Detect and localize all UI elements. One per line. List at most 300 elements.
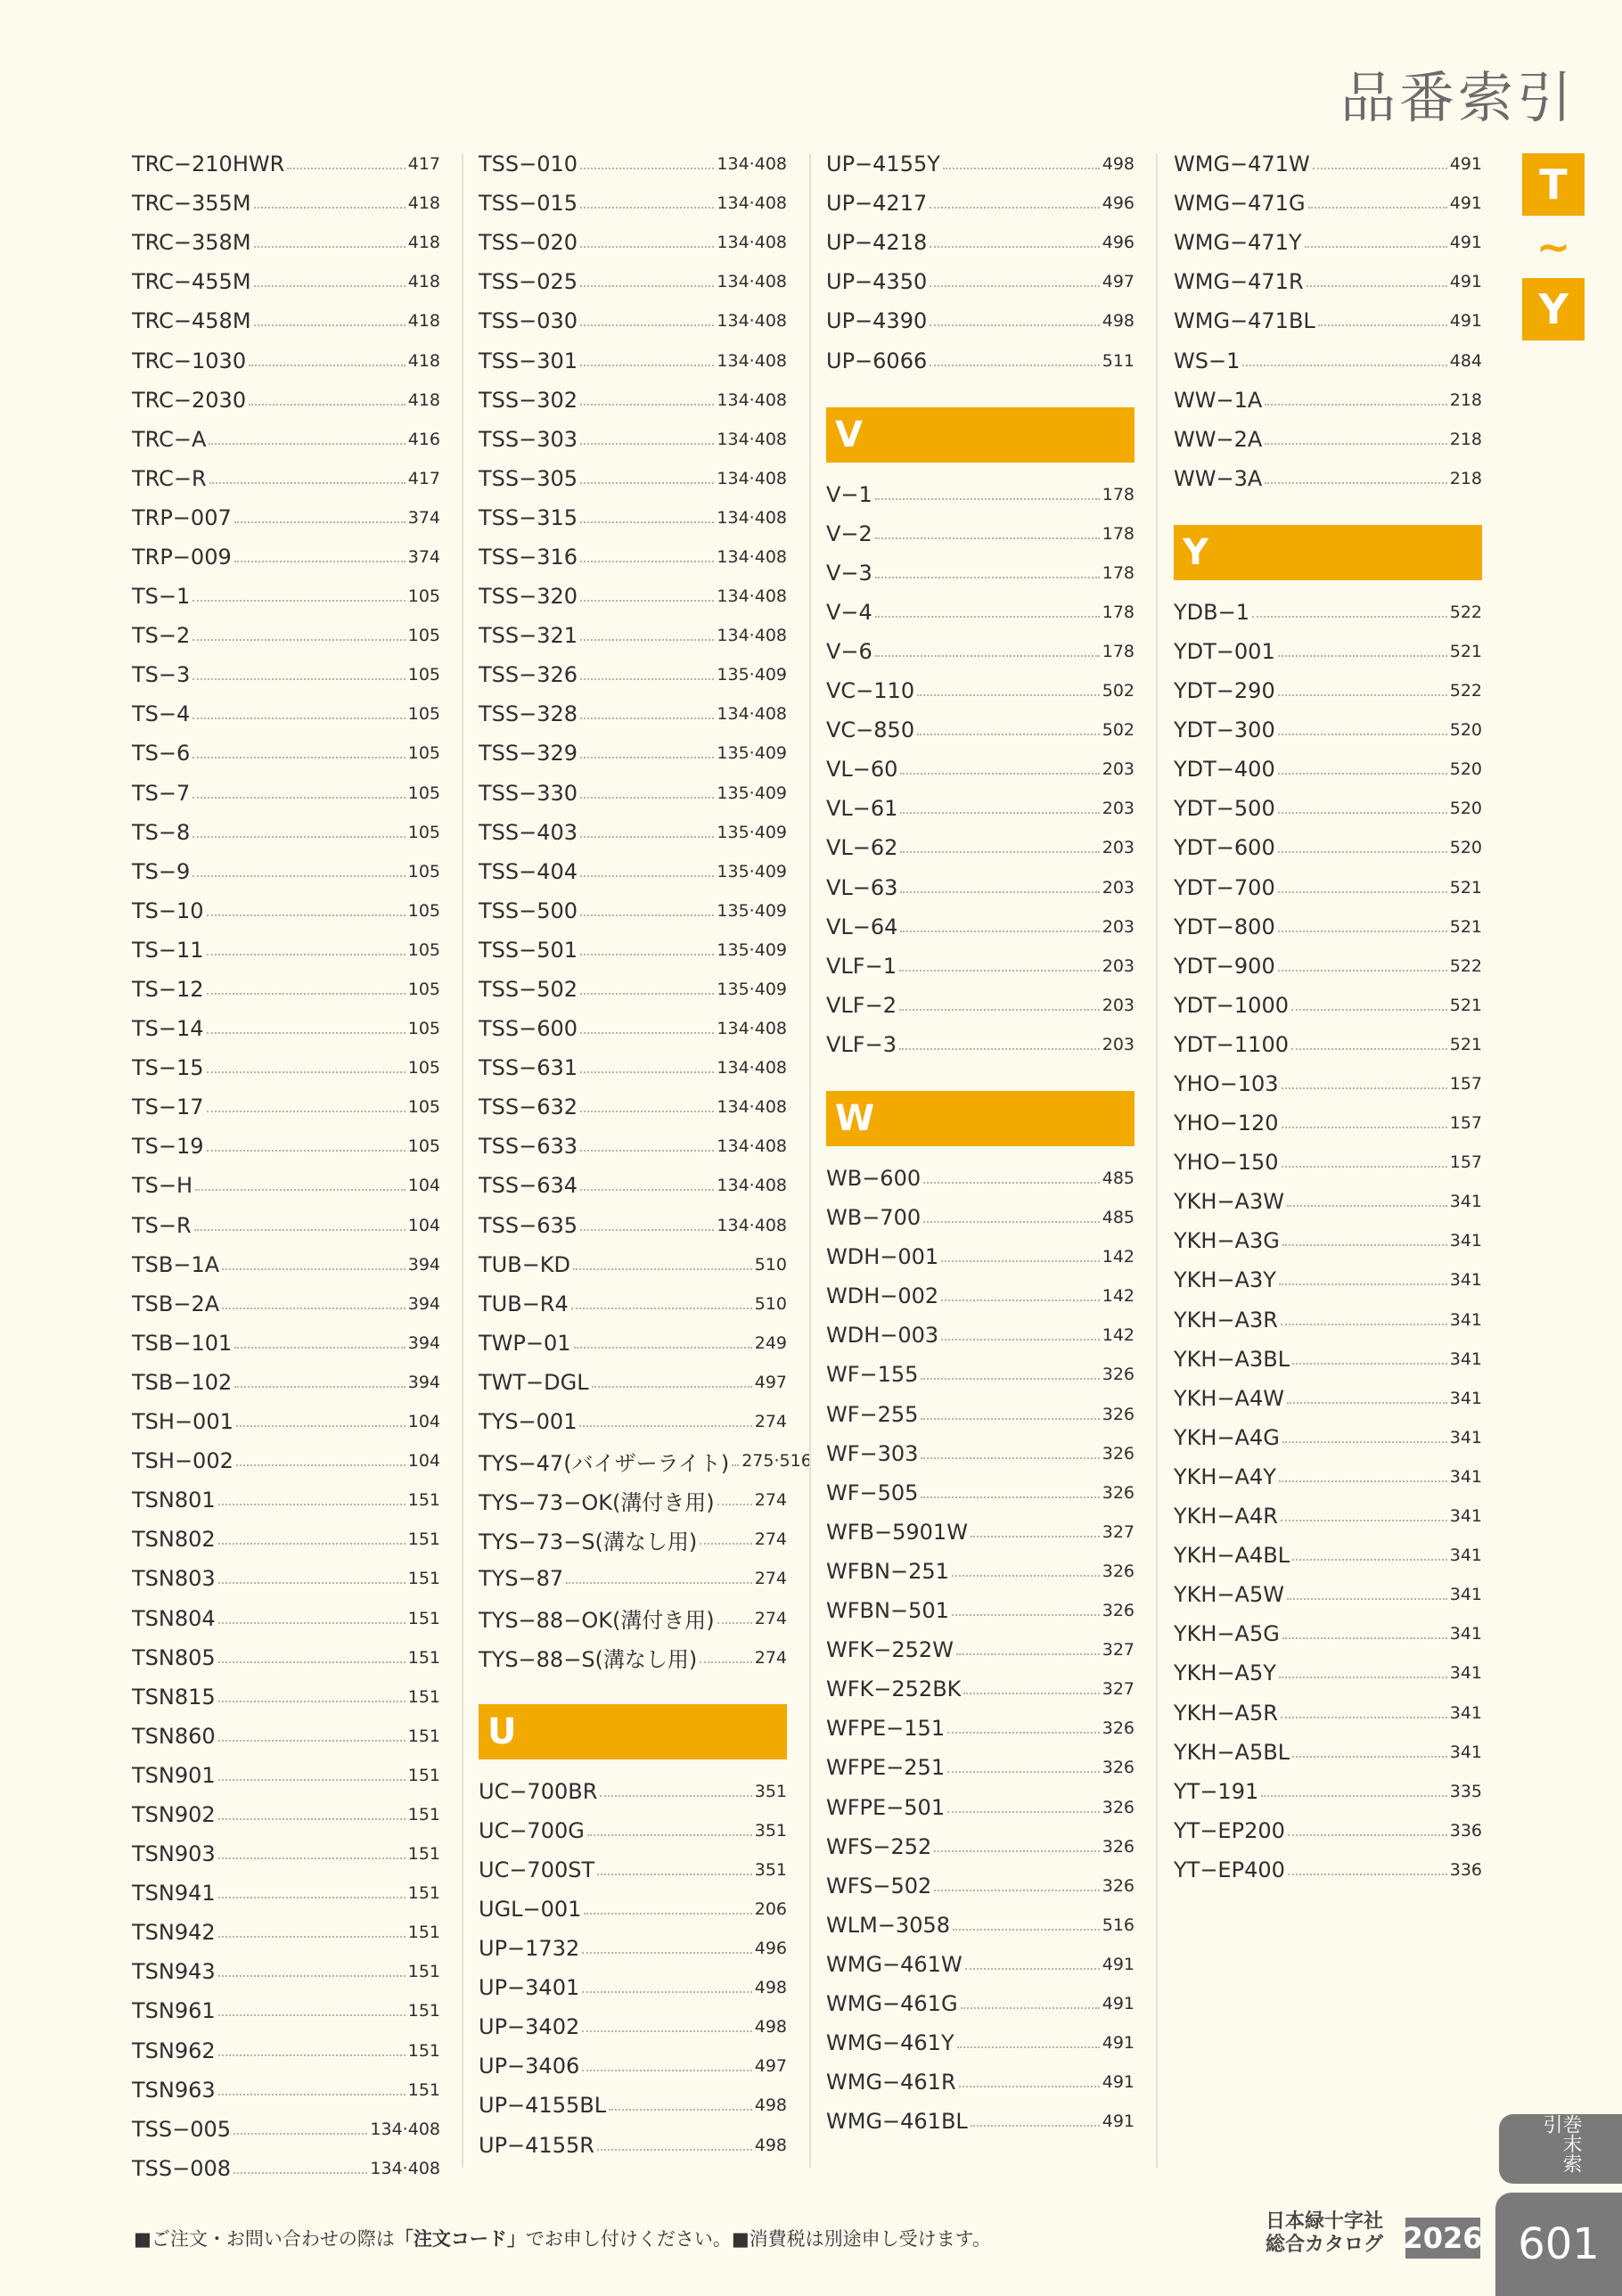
index-entry (1174, 671, 1482, 710)
product-code: TSN942 (132, 1920, 216, 1946)
dot-leader (1278, 812, 1447, 814)
index-entry (479, 1127, 787, 1166)
index-entry (132, 223, 440, 262)
product-code: TRC−1030 (132, 348, 247, 373)
index-entry (1174, 789, 1482, 828)
index-entry (1174, 1496, 1482, 1536)
page-reference: 203 (1102, 877, 1135, 898)
index-column-2 (479, 144, 812, 2165)
product-code: TS−6 (132, 741, 191, 767)
dot-leader (953, 1929, 1100, 1931)
page-reference: 134·408 (717, 1136, 787, 1157)
product-code: YT−191 (1174, 1778, 1259, 1804)
page-reference: 151 (407, 1726, 440, 1746)
page-reference: 521 (1449, 641, 1482, 661)
product-code: YT−EP400 (1174, 1857, 1285, 1882)
product-code: TS−2 (132, 623, 191, 649)
product-code: TSN903 (132, 1841, 216, 1867)
index-entry (132, 931, 440, 970)
page-reference: 496 (1102, 233, 1135, 253)
page-reference: 104 (407, 1176, 440, 1196)
page-reference: 341 (1449, 1663, 1482, 1684)
product-code: WMG−461Y (826, 2030, 954, 2056)
product-code: TSS−634 (479, 1173, 578, 1199)
page-reference: 274 (754, 1412, 787, 1432)
index-entry (826, 710, 1135, 750)
index-entry (479, 1638, 787, 1677)
product-code: TRC−210HWR (132, 152, 285, 177)
product-code: UP−4350 (826, 269, 928, 295)
dot-leader (1242, 365, 1446, 366)
index-entry (1174, 1614, 1482, 1653)
index-entry (1174, 1300, 1482, 1340)
product-code: UP−3406 (479, 2054, 580, 2079)
page-reference: 105 (407, 586, 440, 607)
product-code: YKH−A5W (1174, 1582, 1284, 1608)
page-title: 品番索引 (1339, 65, 1576, 130)
dot-leader (254, 207, 406, 209)
product-code: YKH−A5Y (1174, 1660, 1276, 1686)
page-reference: 134·408 (717, 429, 787, 449)
page-reference: 498 (1102, 154, 1135, 175)
page-reference: 134·408 (717, 1176, 787, 1196)
product-code: TRC−A (132, 426, 207, 452)
page-reference: 135·409 (717, 861, 787, 882)
index-entry (132, 1206, 440, 1245)
index-entry (826, 828, 1135, 867)
product-code: UP−6066 (826, 348, 928, 373)
index-entry (1174, 184, 1482, 223)
index-entry (1174, 1536, 1482, 1575)
dot-leader (875, 577, 1100, 578)
product-code: YKH−A4BL (1174, 1543, 1290, 1569)
dot-leader (193, 836, 405, 838)
index-entry (479, 891, 787, 931)
dot-leader (580, 1111, 714, 1112)
product-code: TSS−502 (479, 977, 578, 1003)
page-reference: 326 (1102, 1561, 1135, 1581)
page-reference: 498 (754, 2095, 787, 2116)
index-entry (132, 262, 440, 301)
index-entry (826, 632, 1135, 671)
dot-leader (900, 812, 1099, 814)
index-entry (1174, 1103, 1482, 1143)
page-reference: 497 (754, 1372, 787, 1392)
product-code: YDT−400 (1174, 757, 1275, 783)
index-entry (132, 1245, 440, 1284)
index-entry (826, 1709, 1135, 1748)
index-entry (132, 1166, 440, 1205)
index-entry (479, 655, 787, 694)
product-code: YDT−1000 (1174, 992, 1289, 1018)
product-code: TSS−330 (479, 780, 578, 806)
index-column-1 (132, 144, 440, 2188)
page-reference: 134·408 (717, 272, 787, 292)
index-entry (479, 1087, 787, 1127)
dot-leader (234, 521, 406, 523)
dot-leader (717, 1622, 752, 1624)
page-reference: 151 (407, 1647, 440, 1668)
page-reference: 491 (1449, 233, 1482, 253)
product-code: VLF−1 (826, 953, 897, 979)
page-reference: 206 (754, 1898, 787, 1919)
dot-leader (900, 851, 1099, 853)
dot-leader (1265, 443, 1446, 445)
index-entry (1174, 223, 1482, 262)
page-reference: 203 (1102, 759, 1135, 780)
page-reference: 498 (1102, 311, 1135, 332)
product-code: V−3 (826, 560, 872, 586)
index-entry (479, 577, 787, 616)
page-reference: 416 (407, 429, 440, 449)
index-entry (132, 340, 440, 380)
page-reference: 134·408 (717, 507, 787, 528)
index-entry (132, 655, 440, 694)
product-code: TSN802 (132, 1527, 216, 1553)
product-code: WMG−461G (826, 1990, 958, 2016)
product-code: UP−4155Y (826, 152, 940, 177)
dot-leader (1318, 324, 1447, 326)
dot-leader (218, 2094, 406, 2095)
product-code: TS−10 (132, 898, 204, 923)
page-reference: 326 (1102, 1718, 1135, 1739)
index-entry (479, 2007, 787, 2046)
index-entry (826, 1025, 1135, 1064)
dot-leader (941, 1260, 1100, 1262)
index-entry (479, 223, 787, 262)
product-code: YKH−A5BL (1174, 1739, 1290, 1765)
section-heading: W (826, 1091, 1135, 1146)
page-reference: 327 (1102, 1679, 1135, 1700)
brand-line-2: 総合カタログ (1266, 2234, 1384, 2256)
dot-leader (943, 168, 1100, 169)
page-reference: 498 (754, 2135, 787, 2155)
product-code: YKH−A5G (1174, 1621, 1280, 1647)
page-reference: 327 (1102, 1640, 1135, 1660)
page-reference: 104 (407, 1215, 440, 1235)
dot-leader (580, 1189, 714, 1191)
index-entry (479, 340, 787, 380)
dot-leader (580, 521, 714, 523)
product-code: YDT−600 (1174, 835, 1275, 861)
product-code: YDT−900 (1174, 953, 1275, 979)
dot-leader (580, 561, 714, 562)
product-code: WF−505 (826, 1480, 919, 1505)
product-code: TSS−301 (479, 348, 578, 373)
page-reference: 203 (1102, 916, 1135, 937)
dot-leader (234, 1347, 405, 1349)
index-entry (826, 671, 1135, 710)
product-code: TSS−025 (479, 269, 578, 295)
page-reference: 105 (407, 665, 440, 685)
product-code: TSS−321 (479, 623, 578, 649)
index-entry (479, 262, 787, 301)
page-reference: 351 (754, 1859, 787, 1880)
product-code: VL−63 (826, 874, 898, 900)
index-entry (132, 577, 440, 616)
page-reference: 502 (1102, 720, 1135, 741)
page-reference: 274 (754, 1529, 787, 1550)
index-entry (132, 1048, 440, 1087)
dot-leader (1278, 931, 1447, 932)
dot-leader (1265, 404, 1446, 406)
dot-leader (1291, 1009, 1447, 1011)
page-reference: 502 (1102, 681, 1135, 701)
product-code: TS−7 (132, 780, 191, 806)
product-code: WMG−461BL (826, 2109, 968, 2135)
index-entry (479, 1520, 787, 1559)
product-code: YHO−103 (1174, 1071, 1279, 1097)
page-reference: 134·408 (717, 193, 787, 214)
page-reference: 491 (1102, 1993, 1135, 2013)
index-entry (1174, 947, 1482, 986)
product-code: UP−4155R (479, 2132, 594, 2158)
product-code: WF−155 (826, 1362, 919, 1388)
dot-leader (195, 1189, 406, 1191)
index-entry (479, 537, 787, 577)
page-number: 601 (1495, 2193, 1622, 2296)
product-code: TSN805 (132, 1644, 216, 1670)
index-entry (826, 1473, 1135, 1513)
product-code: YDT−300 (1174, 718, 1275, 743)
dot-leader (580, 404, 714, 406)
index-entry (132, 537, 440, 577)
dot-leader (1313, 168, 1447, 169)
index-entry (1174, 1418, 1482, 1457)
index-entry (479, 498, 787, 537)
dot-leader (921, 1378, 1099, 1380)
page-reference: 151 (407, 2079, 440, 2100)
page-reference: 341 (1449, 1585, 1482, 1605)
dot-leader (218, 2014, 406, 2016)
dot-leader (209, 443, 405, 445)
page-reference: 510 (754, 1254, 787, 1275)
index-entry (132, 774, 440, 813)
product-code: TRC−458M (132, 308, 251, 334)
index-entry (826, 184, 1135, 223)
index-entry (826, 554, 1135, 593)
dot-leader (193, 757, 405, 758)
page-reference: 491 (1102, 2112, 1135, 2132)
dot-leader (1261, 1795, 1446, 1797)
dot-leader (222, 1268, 406, 1270)
index-entry (1174, 1457, 1482, 1496)
page-reference: 417 (407, 468, 440, 488)
page-reference: 491 (1449, 193, 1482, 214)
product-code: WFBN−501 (826, 1598, 949, 1624)
page-reference: 327 (1102, 1521, 1135, 1542)
dot-leader (218, 1582, 406, 1584)
product-code: TSN961 (132, 1998, 216, 2024)
dot-leader (900, 773, 1099, 775)
page-reference: 374 (407, 546, 440, 567)
index-entry (1174, 144, 1482, 184)
product-code: WMG−471W (1174, 152, 1310, 177)
page-reference: 151 (407, 2040, 440, 2061)
product-code: WFPE−151 (826, 1716, 946, 1742)
index-entry (826, 1395, 1135, 1434)
product-code: UGL−001 (479, 1896, 582, 1922)
page-reference: 105 (407, 939, 440, 960)
page-reference: 105 (407, 861, 440, 882)
product-code: TSS−500 (479, 898, 578, 923)
index-entry (479, 1284, 787, 1324)
product-code: TS−R (132, 1212, 192, 1238)
dot-leader (947, 1732, 1100, 1734)
product-code: WFB−5901W (826, 1519, 968, 1545)
dot-leader (1252, 616, 1447, 618)
dot-leader (218, 1897, 406, 1898)
page-reference: 326 (1102, 1836, 1135, 1857)
product-code: TRC−R (132, 465, 207, 491)
dot-leader (207, 1071, 406, 1073)
page-reference: 326 (1102, 1443, 1135, 1464)
index-entry (1174, 1772, 1482, 1811)
dot-leader (222, 1308, 406, 1309)
index-entry (826, 1434, 1135, 1473)
index-section-tab[interactable]: 巻末索引 (1499, 2114, 1622, 2184)
product-code: YKH−A3R (1174, 1307, 1278, 1332)
index-entry (479, 2126, 787, 2165)
page-reference: 151 (407, 1765, 440, 1785)
index-entry (132, 970, 440, 1009)
product-code: TYS−47(バイザーライト) (479, 1450, 730, 1476)
product-code: V−6 (826, 638, 872, 664)
index-entry (132, 1991, 440, 2030)
index-entry (826, 2102, 1135, 2141)
index-entry (826, 1552, 1135, 1591)
dot-leader (287, 168, 405, 169)
page-reference: 394 (407, 1332, 440, 1353)
index-entry (479, 1929, 787, 1968)
dot-leader (584, 1913, 751, 1915)
product-code: TSH−001 (132, 1409, 233, 1435)
product-code: YT−EP200 (1174, 1817, 1285, 1843)
page-reference: 520 (1449, 720, 1482, 741)
product-code: VL−61 (826, 796, 898, 822)
index-entry (1174, 1379, 1482, 1418)
product-code: TSB−101 (132, 1330, 233, 1356)
product-code: TYS−73−OK(溝付き用) (479, 1489, 715, 1515)
dot-leader (580, 1032, 714, 1034)
page-reference: 341 (1449, 1231, 1482, 1251)
dot-leader (218, 1543, 406, 1545)
dot-leader (875, 655, 1100, 657)
product-code: TS−15 (132, 1055, 204, 1081)
page-reference: 134·408 (717, 154, 787, 175)
product-code: TSN943 (132, 1959, 216, 1985)
product-code: TSS−328 (479, 701, 578, 727)
index-entry (479, 1009, 787, 1048)
product-code: YDT−290 (1174, 678, 1275, 704)
product-code: WF−255 (826, 1401, 919, 1427)
dot-leader (580, 757, 714, 758)
index-entry (479, 1890, 787, 1929)
index-entry (132, 1677, 440, 1717)
dot-leader (580, 600, 714, 602)
index-entry (132, 1284, 440, 1324)
index-entry (479, 734, 787, 773)
index-entry (132, 1795, 440, 1834)
index-entry (479, 2046, 787, 2086)
index-entry (132, 1520, 440, 1559)
product-code: TSS−030 (479, 308, 578, 334)
dot-leader (207, 1150, 406, 1152)
product-code: UC−700ST (479, 1857, 595, 1882)
product-code: WB−700 (826, 1205, 922, 1231)
index-entry (1174, 1064, 1482, 1103)
product-code: YDT−001 (1174, 638, 1275, 664)
dot-leader (1305, 246, 1447, 248)
index-entry (132, 891, 440, 931)
page-reference: 157 (1449, 1152, 1482, 1173)
dot-leader (930, 285, 1100, 287)
page-reference: 157 (1449, 1113, 1482, 1134)
product-code: YDT−800 (1174, 914, 1275, 939)
page-reference: 134·408 (717, 390, 787, 410)
page-reference: 178 (1102, 484, 1135, 504)
dot-leader (1265, 482, 1446, 484)
index-entry (826, 1159, 1135, 1198)
page-reference: 351 (754, 1781, 787, 1801)
dot-leader (875, 616, 1100, 618)
page-reference: 418 (407, 193, 440, 214)
index-entry (132, 694, 440, 734)
product-code: TS−3 (132, 662, 191, 688)
product-code: TSN860 (132, 1723, 216, 1749)
dot-leader (580, 207, 714, 209)
product-code: YKH−A5R (1174, 1700, 1278, 1726)
page-reference: 521 (1449, 916, 1482, 937)
page-reference: 522 (1449, 955, 1482, 976)
page-reference: 341 (1449, 1742, 1482, 1762)
page-reference: 521 (1449, 1034, 1482, 1054)
dot-leader (923, 1221, 1100, 1223)
brand-line-1: 日本緑十字社 (1266, 2210, 1384, 2233)
index-entry (132, 381, 440, 420)
page-reference: 491 (1449, 272, 1482, 292)
index-entry (479, 144, 787, 184)
dot-leader (1307, 285, 1447, 287)
page-reference: 151 (407, 1923, 440, 1943)
product-code: UC−700BR (479, 1778, 598, 1804)
index-entry (479, 1048, 787, 1087)
dot-leader (582, 1991, 752, 1993)
index-entry (826, 301, 1135, 340)
page-reference: 151 (407, 1490, 440, 1511)
dot-leader (207, 1032, 406, 1034)
page-reference: 142 (1102, 1247, 1135, 1267)
product-code: YKH−A4R (1174, 1504, 1278, 1529)
index-entry (479, 1324, 787, 1363)
dot-leader (597, 2149, 752, 2151)
product-code: VL−62 (826, 835, 898, 861)
index-entry (132, 1324, 440, 1363)
dot-leader (900, 931, 1099, 932)
product-code: TYS−87 (479, 1566, 564, 1592)
index-entry (479, 1206, 787, 1245)
product-code: TWT−DGL (479, 1369, 589, 1395)
index-entry (1174, 1143, 1482, 1182)
index-entry (826, 1866, 1135, 1906)
dot-leader (597, 1874, 752, 1875)
dot-leader (1308, 207, 1447, 209)
index-entry (826, 223, 1135, 262)
dot-leader (965, 1968, 1100, 1970)
product-code: YKH−A4W (1174, 1385, 1284, 1411)
dot-leader (1288, 1834, 1447, 1836)
page-reference: 105 (407, 980, 440, 1000)
